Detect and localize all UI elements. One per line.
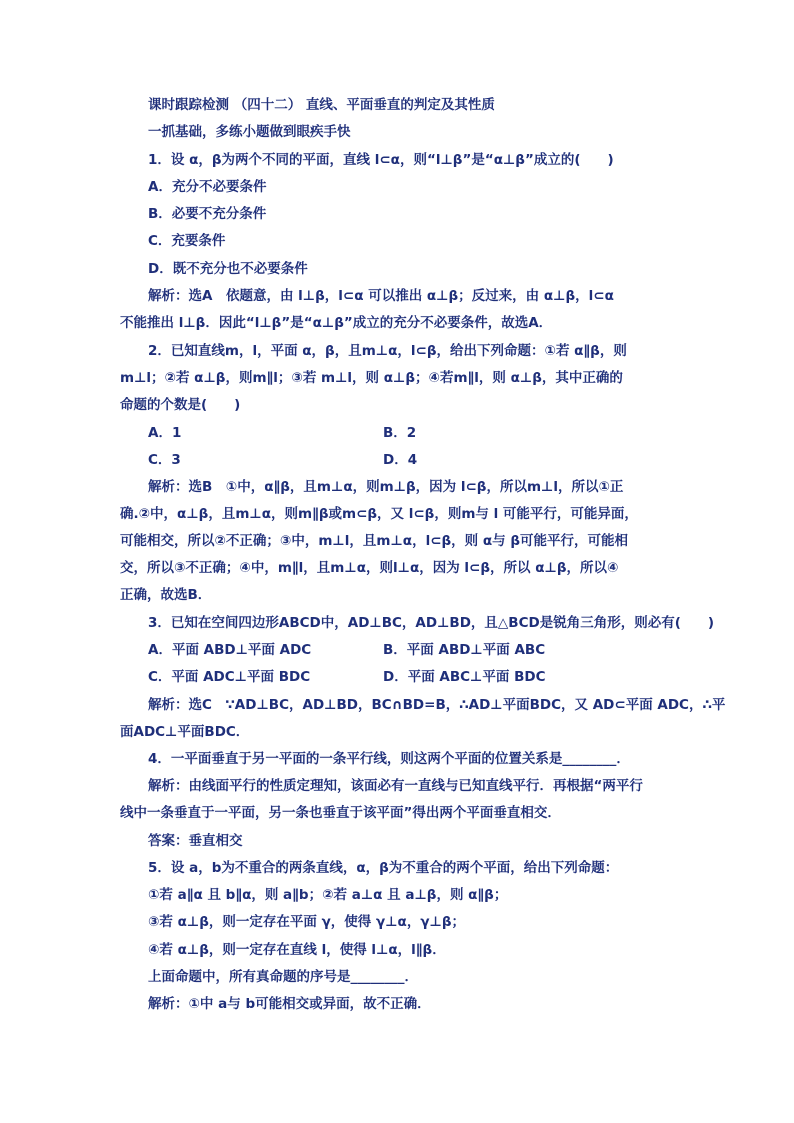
q1-option-a: A．充分不必要条件 — [148, 179, 267, 195]
q3-option-c: C．平面 ADC⊥平面 BDC — [148, 669, 311, 685]
q3-option-d: D．平面 ABC⊥平面 BDC — [383, 669, 546, 685]
q2-analysis-line-2: 确.②中，α⊥β，且m⊥α，则m∥β或m⊂β，又 l⊂β，则m与 l 可能平行，可能异面， — [120, 506, 638, 522]
q1-option-b: B．必要不充分条件 — [148, 206, 267, 222]
q3-analysis-line-2: 面ADC⊥平面BDC． — [120, 724, 250, 740]
q2-option-b: B．2 — [383, 425, 417, 441]
q4-answer: 答案：垂直相交 — [148, 833, 243, 849]
q2-stem-line-2: m⊥l；②若 α⊥β，则m∥l；③若 m⊥l，则 α⊥β；④若m∥l，则 α⊥β，其中正确的 — [120, 370, 623, 386]
q5-analysis: 解析：①中 a与 b可能相交或异面，故不正确． — [148, 996, 431, 1012]
q1-stem: 1．设 α，β为两个不同的平面，直线 l⊂α，则“l⊥β”是“α⊥β”成立的( ) — [148, 152, 614, 168]
q1-option-c: C．充要条件 — [148, 233, 226, 249]
q5-proposition-4: ④若 α⊥β，则一定存在直线 l，使得 l⊥α，l∥β． — [148, 942, 446, 958]
q5-stem: 5．设 a，b为不重合的两条直线，α，β为不重合的两个平面，给出下列命题： — [148, 860, 619, 876]
q2-option-c: C．3 — [148, 452, 181, 468]
q4-analysis-line-1: 解析：由线面平行的性质定理知，该面必有一直线与已知直线平行．再根据“两平行 — [148, 778, 643, 794]
q2-analysis-line-4: 交，所以③不正确；④中，m∥l，且m⊥α，则l⊥α，因为 l⊂β，所以 α⊥β，所以④ — [120, 560, 619, 576]
q3-option-b: B．平面 ABD⊥平面 ABC — [383, 642, 546, 658]
q2-option-a: A．1 — [148, 425, 182, 441]
q2-option-d: D．4 — [383, 452, 418, 468]
q1-analysis-line-2: 不能推出 l⊥β．因此“l⊥β”是“α⊥β”成立的充分不必要条件，故选A． — [120, 315, 553, 331]
q1-analysis-line-1: 解析：选A 依题意，由 l⊥β，l⊂α 可以推出 α⊥β；反过来，由 α⊥β，l⊂α — [148, 288, 614, 304]
q5-proposition-3: ③若 α⊥β，则一定存在平面 γ，使得 γ⊥α，γ⊥β； — [148, 914, 466, 930]
q3-option-a: A．平面 ABD⊥平面 ADC — [148, 642, 312, 658]
q2-analysis-line-1: 解析：选B ①中，α∥β，且m⊥α，则m⊥β，因为 l⊂β，所以m⊥l，所以①正 — [148, 479, 624, 495]
page-title: 课时跟踪检测 （四十二） 直线、平面垂直的判定及其性质 — [148, 97, 495, 113]
q2-analysis-line-3: 可能相交，所以②不正确；③中，m⊥l，且m⊥α，l⊂β，则 α与 β可能平行，可能相 — [120, 533, 629, 549]
q5-proposition-1-2: ①若 a∥α 且 b∥α，则 a∥b；②若 a⊥α 且 a⊥β，则 α∥β； — [148, 887, 508, 903]
q1-option-d: D．既不充分也不必要条件 — [148, 261, 308, 277]
q2-stem-line-1: 2．已知直线m，l，平面 α，β，且m⊥α，l⊂β，给出下列命题：①若 α∥β，则 — [148, 343, 627, 359]
q4-analysis-line-2: 线中一条垂直于一平面，另一条也垂直于该平面”得出两个平面垂直相交． — [120, 805, 561, 821]
q3-analysis-line-1: 解析：选C ∵AD⊥BC，AD⊥BD，BC∩BD=B，∴AD⊥平面BDC，又 AD⊂平面 ADC，∴平 — [148, 697, 726, 713]
q4-stem: 4．一平面垂直于另一平面的一条平行线，则这两个平面的位置关系是________． — [148, 751, 630, 767]
q3-stem: 3．已知在空间四边形ABCD中，AD⊥BC，AD⊥BD，且△BCD是锐角三角形，则必有( ) — [148, 615, 715, 631]
q5-question: 上面命题中，所有真命题的序号是________． — [148, 969, 418, 985]
q2-stem-line-3: 命题的个数是( ) — [120, 397, 241, 413]
section-subtitle: 一抓基础，多练小题做到眼疾手快 — [148, 124, 351, 140]
q2-analysis-line-5: 正确，故选B． — [120, 587, 212, 603]
